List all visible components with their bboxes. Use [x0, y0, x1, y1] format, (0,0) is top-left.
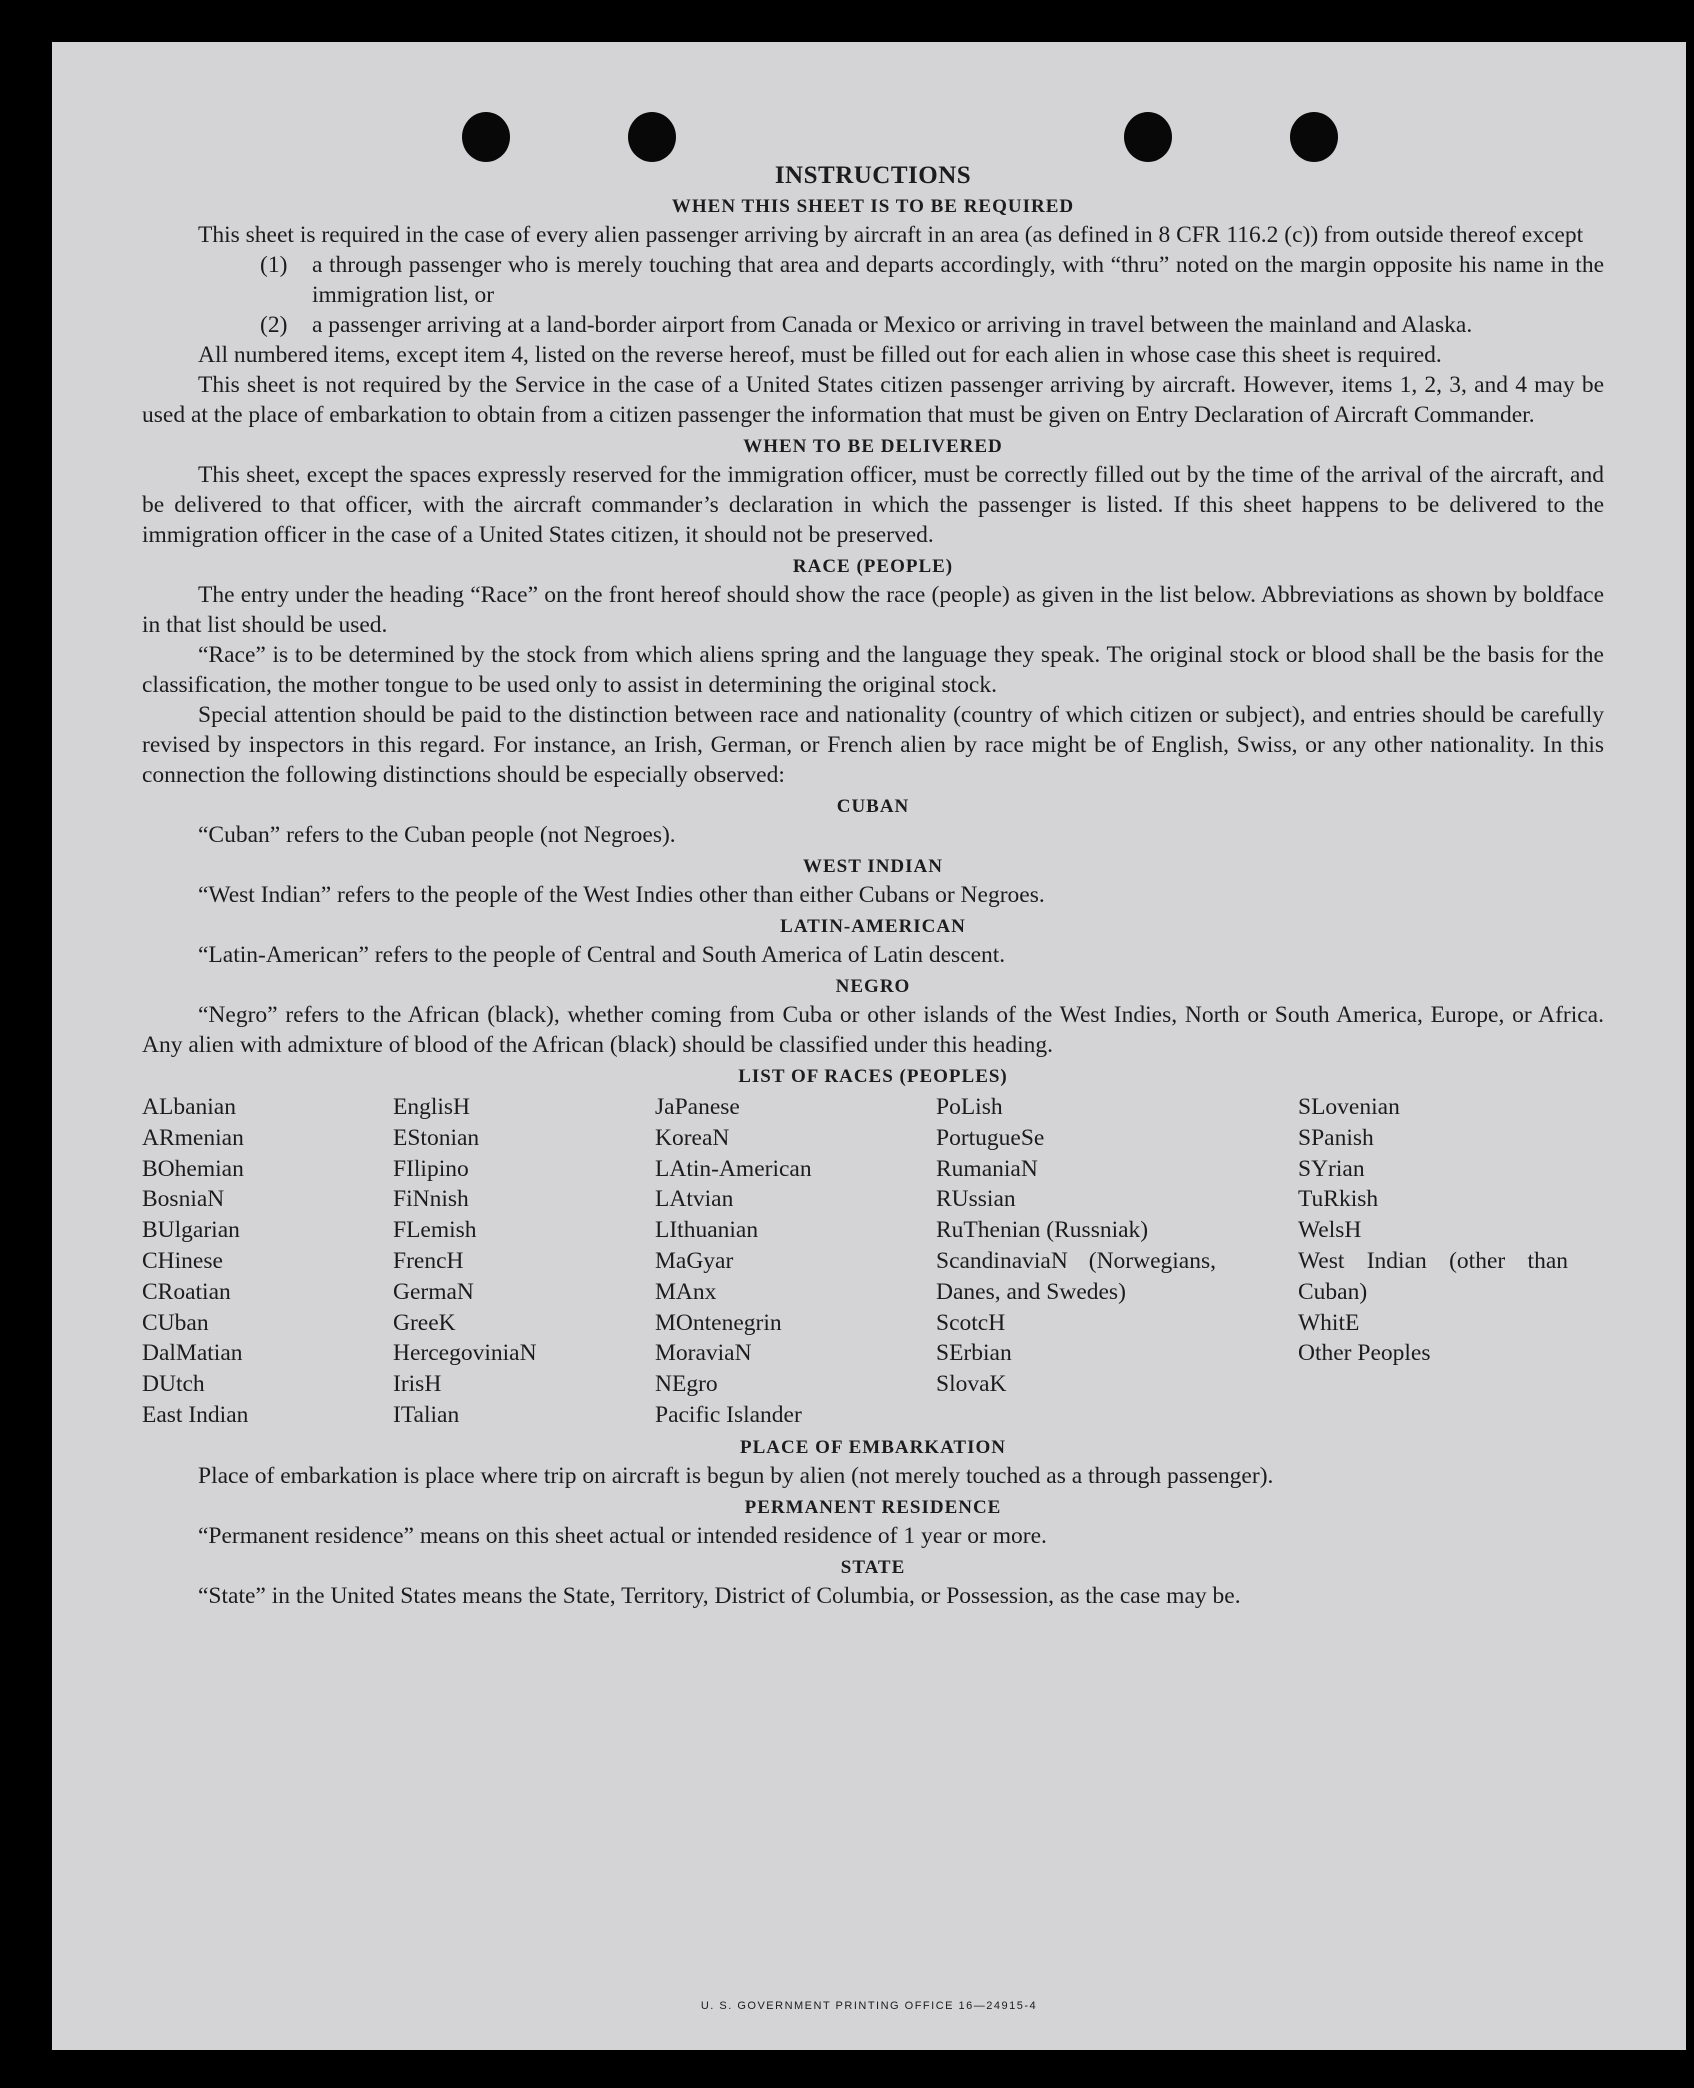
race-entry: HercegoviniaN — [393, 1340, 537, 1367]
race-entry: BUlgarian — [142, 1217, 240, 1244]
race-entry: MAnx — [655, 1278, 717, 1305]
paragraph: “State” in the United States means the State, Territory, District of Columbia, or Possession, as the case may be. — [198, 1582, 1241, 1609]
item-text: a passenger arriving at a land-border airport from Canada or Mexico or arriving in travel between the mainland and Alaska. — [312, 312, 1473, 338]
race-entry: ScandinaviaN (Norwegians, Danes, and Swedes) — [936, 1247, 1216, 1305]
race-entry: Pacific Islander — [655, 1401, 802, 1428]
races-column — [1298, 1092, 1568, 1431]
heading-negro: NEGRO — [835, 976, 911, 997]
race-entry: SlovaK — [936, 1371, 1007, 1398]
item-number: (2) — [260, 312, 288, 338]
race-entry: CUban — [142, 1309, 209, 1336]
instructions-body — [142, 118, 1604, 1611]
race-entry: NEgro — [655, 1371, 718, 1398]
race-entry: SLovenian — [1298, 1094, 1400, 1120]
race-entry: FrencH — [393, 1247, 464, 1274]
races-column — [655, 1092, 936, 1431]
race-entry: GermaN — [393, 1278, 474, 1305]
item-text: a through passenger who is merely touching that area and departs accordingly, with “thru” noted on the margin opposite his name in the immigration list, or — [312, 252, 1604, 308]
race-entry: LAtin-American — [655, 1155, 812, 1182]
paragraph: The entry under the heading “Race” on the front hereof should show the race (people) as given in the list below. Abbreviations as shown by boldface in that list should be used. — [142, 582, 1604, 638]
race-entry: PoLish — [936, 1094, 1003, 1120]
races-column — [142, 1092, 393, 1431]
heading-state: STATE — [840, 1556, 906, 1578]
race-entry: FLemish — [393, 1217, 477, 1244]
race-entry: PortugueSe — [936, 1124, 1045, 1151]
heading-when-delivered: WHEN TO BE DELIVERED — [743, 436, 1003, 457]
race-entry: JaPanese — [655, 1094, 740, 1120]
heading-race: RACE (PEOPLE) — [792, 556, 954, 577]
race-entry: East Indian — [142, 1401, 249, 1428]
paragraph: All numbered items, except item 4, listed on the reverse hereof, must be filled out for each alien in whose case this sheet is required. — [198, 342, 1442, 368]
races-column — [393, 1092, 655, 1431]
race-entry: ALbanian — [142, 1094, 236, 1120]
race-entry: WelsH — [1298, 1217, 1362, 1244]
race-entry: SErbian — [936, 1340, 1012, 1367]
races-column — [936, 1092, 1216, 1431]
heading-cuban: CUBAN — [836, 796, 910, 817]
paragraph: “West Indian” refers to the people of the West Indies other than either Cubans or Negroes. — [198, 882, 1045, 908]
race-entry: Other Peoples — [1298, 1340, 1431, 1367]
race-entry: ScotcH — [936, 1309, 1006, 1336]
race-entry: CRoatian — [142, 1278, 231, 1305]
paragraph: “Cuban” refers to the Cuban people (not Negroes). — [198, 822, 676, 848]
paragraph: “Permanent residence” means on this sheet actual or intended residence of 1 year or more. — [198, 1522, 1047, 1549]
paragraph: This sheet is not required by the Service in the case of a United States citizen passenger arriving by aircraft. However, items 1, 2, 3, and 4 may be used at the place of embarkation to obtain from a citizen passenger the information that must be given on Entry Declaration of Aircraft Commander. — [142, 372, 1604, 428]
race-entry: LAtvian — [655, 1186, 734, 1213]
race-entry: TuRkish — [1298, 1186, 1379, 1213]
item-number: (1) — [260, 252, 288, 278]
printer-imprint: U. S. GOVERNMENT PRINTING OFFICE 16—24915-4 — [700, 2000, 1038, 2012]
race-entry: RUssian — [936, 1186, 1016, 1213]
race-entry: FIlipino — [393, 1155, 469, 1182]
paragraph: Special attention should be paid to the distinction between race and nationality (country of which citizen or subject), and entries should be carefully revised by inspectors in this regard. For instance, an Irish, German, or French alien by race might be of English, Swiss, or any other nationality. In this connection the following distinctions should be especially observed: — [142, 702, 1604, 788]
race-entry: FiNnish — [393, 1186, 469, 1213]
race-entry: MOntenegrin — [655, 1309, 782, 1336]
paragraph: Place of embarkation is place where trip on aircraft is begun by alien (not merely touched as a through passenger). — [198, 1462, 1274, 1489]
heading-west-indian: WEST INDIAN — [803, 856, 943, 877]
race-entry: CHinese — [142, 1247, 223, 1274]
document-sheet — [52, 42, 1686, 2050]
race-entry: MaGyar — [655, 1247, 734, 1274]
heading-embarkation: PLACE OF EMBARKATION — [740, 1436, 1006, 1458]
list-item — [260, 310, 1604, 340]
race-entry: MoraviaN — [655, 1340, 752, 1367]
race-entry: West Indian (other than Cuban) — [1298, 1247, 1568, 1305]
race-entry: SPanish — [1298, 1124, 1374, 1151]
race-entry: ITalian — [393, 1401, 460, 1428]
race-entry: BOhemian — [142, 1155, 244, 1182]
race-entry: DUtch — [142, 1371, 205, 1398]
race-entry: DalMatian — [142, 1340, 243, 1367]
race-entry: EStonian — [393, 1124, 480, 1151]
race-entry: GreeK — [393, 1309, 456, 1336]
race-entry: KoreaN — [655, 1124, 730, 1151]
race-entry: BosniaN — [142, 1186, 225, 1213]
paragraph: This sheet is required in the case of every alien passenger arriving by aircraft in an area (as defined in 8 CFR 116.2 (c)) from outside thereof except — [198, 222, 1584, 248]
race-entry: RuThenian (Russniak) — [936, 1217, 1149, 1244]
race-entry: WhitE — [1298, 1309, 1360, 1336]
race-entry: ARmenian — [142, 1124, 244, 1151]
paragraph: “Negro” refers to the African (black), whether coming from Cuba or other islands of the West Indies, North or South America, Europe, or Africa. Any alien with admixture of blood of the African (black) should be classified under this heading. — [142, 1002, 1604, 1058]
heading-latin-american: LATIN-AMERICAN — [780, 916, 966, 937]
race-entry: LIthuanian — [655, 1217, 759, 1244]
page-title: INSTRUCTIONS — [774, 162, 972, 189]
heading-residence: PERMANENT RESIDENCE — [744, 1496, 1002, 1518]
race-entry: IrisH — [393, 1371, 442, 1398]
race-entry: EnglisH — [393, 1094, 471, 1120]
paragraph: This sheet, except the spaces expressly reserved for the immigration officer, must be correctly filled out by the time of the arrival of the aircraft, and be delivered to that officer, with the aircraft commander’s declaration in which the passenger is listed. If this sheet happens to be delivered to the immigration officer in the case of a United States citizen, it should not be preserved. — [142, 462, 1604, 548]
race-entry: RumaniaN — [936, 1155, 1038, 1182]
heading-when-required: WHEN THIS SHEET IS TO BE REQUIRED — [671, 196, 1075, 217]
races-table — [142, 1092, 1604, 1431]
list-item — [260, 250, 1604, 310]
race-entry: SYrian — [1298, 1155, 1365, 1182]
heading-list-of-races: LIST OF RACES (PEOPLES) — [738, 1066, 1008, 1087]
paragraph: “Race” is to be determined by the stock from which aliens spring and the language they speak. The original stock or blood shall be the basis for the classification, the mother tongue to be used only to assist in determining the original stock. — [142, 642, 1604, 698]
paragraph: “Latin-American” refers to the people of Central and South America of Latin descent. — [198, 942, 1006, 968]
